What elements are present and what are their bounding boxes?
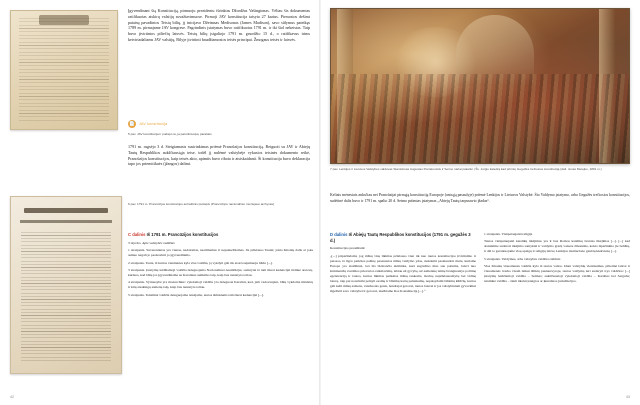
panel-c-article-3: 3 straipsnis. Įstatymų leidžiamoji valdžia deleguojama Nacionalinei Asamblėjai, sudarytai iš tam tikrai kadencijai išrinkė atstovų, kuriuos, kad būtų jos įgyvendinama su Karaliaus sutikimo taip, kaip bus nustatyta toliau.: [128, 268, 313, 278]
source-panel-d: [330, 232, 630, 377]
caption-french-constitution: 6 pav. 1791 m. Prancūzijos konstitucijos antraštinis puslapis (Prancūzijos nacionalinio muziejaus archyvas): [128, 202, 275, 206]
panel-c-article-1: 1 straipsnis. Suverenitetas yra vienas, nedalomas, neatimamas ir nepaskelbiamas. Jis priklauso Tautai; jokia žmonių dalis ar joks asmuo negali jo pasisavinti jo įgyvendinimo.: [128, 248, 313, 258]
left-main-text: [128, 8, 310, 46]
doc-title-bar: [24, 208, 108, 213]
panel-d-title: Iš Abiejų Tautų Respublikos konstitucijos (1791 m. gegužės 3 d.): [330, 232, 471, 243]
panel-c-label: C dalinis: [128, 232, 146, 237]
us-constitution-image: [10, 10, 118, 130]
panel-d-preamble: „[...] pripažindami, jog mūsų visų likimas priklauso vien tik nuo tautos konstitucijos įtvirtinimo ir patasos, iš ilgos patirties pažinę pasenusios mūsų valdymo ydas, siekdami pasinaudoti metu, kuriame Europa yra atsidūrusi, bei šia blėstančia akimirka, kuri sugražino mus sau patiems, laisvi nuo žeminančių svetimos prievartos raikalavimų, labiau už gyvybę, už asmeninę laimę branginantys politinę egzistenciją ir tautos, kurios likimas patikėtas mūsų rankoms, išorinę nepriklausomybę bei vidinę laisvę, taip pat norėdami pelnyti esamų ir būsimų kartų palankumą, nepaisydami būsimų kliūčių, kurios gali kelti mūsų asmens, vaizduotės genis, bendrajai gerovei, tautos laisvei ir jos valstybiniam gyvavimui išgelbėti savo valstybei ir gerovei, skelbiame šios Konstituciją [...].“: [330, 253, 476, 293]
french-constitution-image: [10, 196, 122, 374]
painting-crowd: [331, 74, 629, 163]
doc-text-lines: [21, 232, 111, 362]
left-paragraph-2: 1791 m. rugsėjo 3 d. Steigiamasis susirinkimas priėmė Prancūzijos konstituciją. Reiguoti su JAV ir Abiejų Tautų Respublikos aukščiausiąja teise, todėl jį nulėmė valstybėje vykusios teisinės dokumento reikė, Prancūzijos konstitucijos, kaip teisės akto, apimtis buvo ribota ir atsiskaidanti. Ši konstitucija buvo deklaracija tapo jos priemitikuės (įžangos) dalimi.: [128, 144, 310, 167]
panel-c-heading: [128, 232, 313, 238]
panel-d-body-2: [484, 232, 630, 284]
source-panel-c: [128, 232, 313, 377]
badge-label: JAV konstitucija: [139, 122, 168, 126]
panel-d-article-5-title: 5 straipsnis. Valdymas, arba valstybės valdžios šaltinis: [484, 256, 561, 261]
page-gutter: [319, 0, 321, 405]
panel-d-article-1-text: Tautos viešpataujanti katalikų tikėjimas yra ir bus Romos katalikų šventas tikėjimas [...]. [...] kad atsiuntime sudaroti tikėjimo santykiai ir valdymo gražą vaisere žmonėms, kokio išpažinimo jie bebūtų, ir dėl to garantuojame visų apeigų ir religijų laisvę Lenkijos instituciano gaubtų kiekvieną [...].: [484, 239, 630, 254]
panel-c-title: Iš 1791 m. Prancūzijos konstitucijos: [146, 232, 219, 237]
panel-c-article-4: 4 straipsnis. Vyriausybė yra monarchinė: vykdomoji valdžia yra deleguota Karaliui, kad, jam vadovaujant, būtų vykdoma ministrų ir kitų atsakingų asmenų taip, kaip bus nustatyta toliau.: [128, 280, 313, 290]
left-paragraph-1: Įgyvendinant šią Konstituciją, pirmuoju prezidentu išrinktas Džordžas Vašingtonas. Vėliau šis dokumentas ratifikuotas atskirų valstijų suvažiavimuose. Pirmoji JAV konstitucija taisyta 27 kartus. Pirmosios dešimt pataisų pavadintos Teisių bilių, jį inicijavo Džeimsas Medisonas (James Madison), savo sūlymus pateikęs 1789 m. pirmajame JAV kongrese. Pagrindinis įstatymas buvo ratifikuotas 1791 m. ir iki šiol nekeistas. Taip buvo įtvirtintos piliečių laisvės. Teisių bilių įsigaliojo 1791 m. gruodžio 15 d., o ratifikavus trims ketvirtadaliams JAV valstijų, Bilyje įtvirtinti baudžiamosios teisės principai. Žmogaus teisės ir laisvės.: [128, 8, 310, 43]
panel-d-article-5-text: Visa žmonių visuomenės valdžia kyla iš tautos valios. Idant valstybių vientisumas, pilietinė laisvė ir visuomenės tvarka visam laikui išliktų pusiausvyroje, tautos valdymą turi sudaryti trys valdžios: [...] įstatymų leidžiamoji valdžia – Seimas; aukščiausioji vykdomoji valdžia – Karalius bei Sarguba; teisminė valdžia – šiam tikslui įsteigtos ar įkurstinos jurisdikcijos.: [484, 264, 630, 284]
jav-constitution-badge: [128, 120, 310, 128]
panel-c-body: [128, 241, 313, 298]
matejko-painting-image: [330, 8, 630, 164]
page-number-left: 42: [10, 395, 14, 399]
caption-us-constitution: 5 pav. JAV konstitucija ir pudapo ia, ja paturitinusįuų parašais: [128, 132, 212, 136]
panel-d-body-1: [330, 246, 476, 293]
caption-matejko-painting: 7 pav. Lenkijos ir Lietuvos Valstybės valdovas Stanislovas Augustas Poniatovskis ir Seimo nariai pakeliui į Šv. Jurgio katedrą kad priimtų Gegužės trečiosios konstituciją (dail. Jonas Metejko, 1891 m.): [330, 167, 602, 171]
panel-d-column-1: [330, 232, 476, 377]
left-secondary-text: [128, 144, 310, 170]
panel-c-article-5: 5 straipsnis. Teisminė valdžia deleguojama teisėjams, tautos išrinkiems tam tikrai kadencijai [...].: [128, 292, 264, 297]
panel-d-article-1-title: 1 straipsnis. Viešpataujanti religija: [484, 232, 533, 236]
panel-d-column-2: [484, 232, 630, 377]
panel-c-article-2: 2 straipsnis. Tauta, iš kurios vieninteles kyla visa valdžia, ją vykdyti gali tik atstovaujamuoju būdu [...].: [128, 260, 273, 265]
doc-subtitle-bar: [20, 220, 112, 223]
panel-d-heading: [330, 232, 476, 243]
page-number-right: 43: [626, 395, 630, 399]
panel-c-subheading: 3 skyrius. Apie valstybės valdžias: [128, 240, 175, 245]
document-icon: 📄: [129, 121, 135, 126]
right-main-text: Keliais mėnesiais anksčiau nei Prancūzijai pirmąją konstituciją Europoje (antrąją pasaulyje) priėmė Lenkijos ir Lietuvos Valstybė. Šio Valdymo įstatymo, arba Gegužės trečiosios konstitucijos, sudėtinė dalis buvo ir 1791 m. spalio 20 d. Seimo priimtas įstatymas „Abiejų Tautų tarpusavio įžadas“.: [330, 193, 630, 203]
panel-d-label: D dalinis: [330, 232, 348, 237]
panel-d-subheading: Konstitucijos preambulė:: [330, 246, 366, 251]
